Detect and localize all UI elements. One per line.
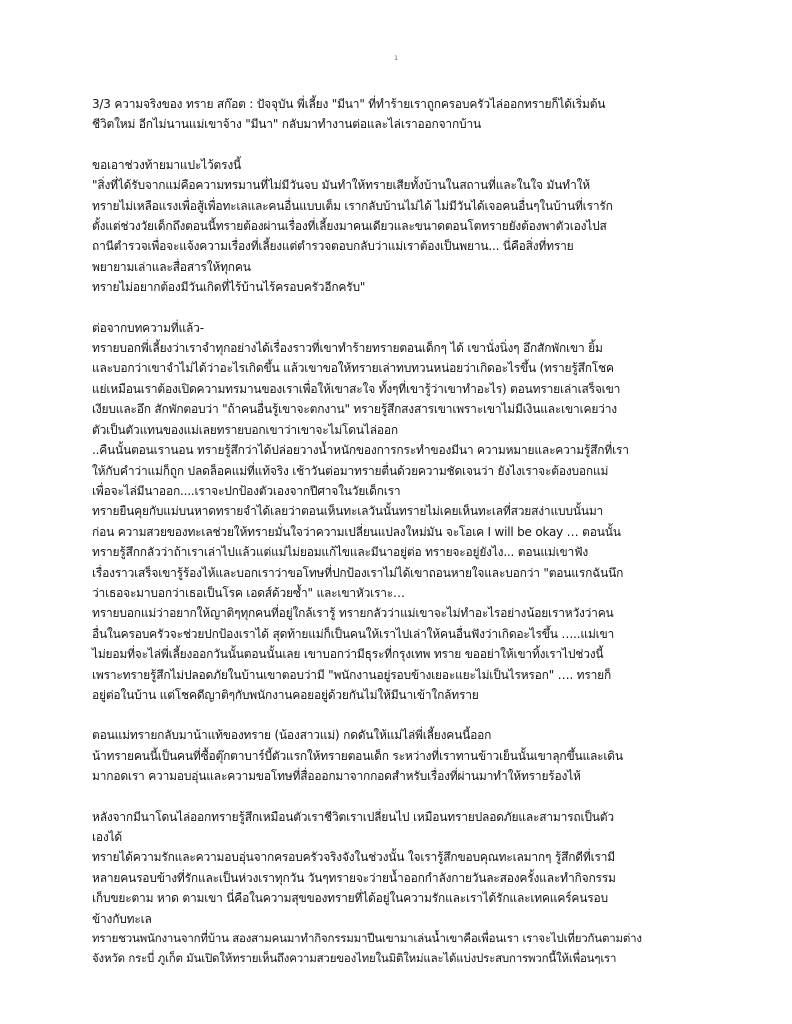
intro-title <box>92 94 704 135</box>
love-line: เก็บขยะตาม หาด ตามเขา นี่คือในความสุขของทรายที่ได้อยู่ในความรักและเราได้รักและเทคแคร์คนรอบ <box>92 891 608 906</box>
quote-line: ทรายไม่อยากต้องมีวันเกิดที่ไร้บ้านไร้ครอบครัวอีกครับ" <box>92 280 366 295</box>
story-line: ไม่ยอมที่จะไล่พี่เลี้ยงออกวันนั้นตอนนั้นเลย เขาบอกว่ามีธุระที่กรุงเทพ ทราย ขออย่าให้เขาทิ้งเราไปช่วงนี้ <box>92 647 604 662</box>
final-section <box>92 929 704 968</box>
quote-line: ถานีตำรวจเพื่อจะแจ้งความเรื่องที่เลี้ยงแต่ตำรวจตอบกลับว่าแม่เราต้องเป็นพยาน... นี่คือสิ่งที่ทราย <box>92 239 574 254</box>
quote-line: ทรายไม่เหลือแรงเพื่อสู้เพื่อทะเลและคนอื่นแบบเต็ม เรากลับบ้านไม่ได้ ไม่มีวันได้เจอคนอื่นๆในบ้านที่เรารัก <box>92 198 613 213</box>
story-line: ..คืนนั้นตอนเรานอน ทรายรู้สึกว่าได้ปล่อยวางน้ำหนักของการกระทำของมีนา ความหมายและความรู้สึกที่เรา <box>92 443 629 458</box>
story-line: ทรายรู้สึกกลัวว่าถ้าเราเล่าไปแล้วแต่แม่ไม่ยอมแก้ไขและมีนาอยู่ต่อ ทรายจะอยู่ยังไง... ตอนแม่เขาฟัง <box>92 545 589 560</box>
aunt-line: มากอดเรา ความอบอุ่นและความขอโทษที่สื่อออกมาจากกอดสำหรับเรื่องที่ผ่านมาทำให้ทรายร้องไห้ <box>92 769 581 784</box>
story-line: ตัวเป็นตัวแทนของแม่เลยทรายบอกเขาว่าเขาจะไม่โดนไล่ออก <box>92 422 398 437</box>
story-line: ก่อน ความสวยของทะเลช่วยให้ทรายมั่นใจว่าความเปลี่ยนแปลงใหม่มัน จะโอเค I will be okay … ตอนนั้น <box>92 524 621 539</box>
story-line: เรื่องราวเสร็จเขารู้ร้องไห้และบอกเราว่าขอโทษที่ปกป้องเราไม่ได้เขาถอนหายใจและบอกว่า "ตอนแรกฉันนึก <box>92 565 624 580</box>
story-line: ให้กับคำว่าแม่ก็ถูก ปลดล็อคแม่ที่แท้จริง เช้าวันต่อมาทรายตื่นด้วยความชัดเจนว่า ยังไงเราจะต้องบอกแม่ <box>92 463 609 478</box>
page-number: 1 <box>394 55 398 62</box>
story-line: เพื่อจะไล่มีนาออก....เราจะปกป้องตัวเองจากปีศาจในวัยเด็กเรา <box>92 483 401 498</box>
intro-title-line: 3/3 ความจริงของ ทราย สก๊อต : ปัจจุบัน พี่เลี้ยง "มีนา" ที่ทำร้ายเราถูกครอบครัวไล่ออกทรายก็ได้เริ่มต้น <box>92 97 606 111</box>
ending-heading: ขอเอาช่วงท้ายมาแปะไว้ตรงนี้ <box>92 157 241 172</box>
love-line: ข้างกับทะเล <box>92 911 152 926</box>
quote-line: ตั้งแต่ช่วงวัยเด็กถึงตอนนี้ทรายต้องผ่านเรื่องที่เลี้ยงมาคนเดียวและขนาดตอนโตทรายยังต้องพาตัวเองไปส <box>92 219 607 234</box>
aunt-section <box>92 725 704 786</box>
story-line: ทรายบอกพี่เลี้ยงว่าเราจำทุกอย่างได้เรื่องราวที่เขาทำร้ายทรายตอนเด็กๆ ได้ เขานั่งนิ่งๆ อึกสักพักเขา ยิ้ม <box>92 341 603 356</box>
final-line: ทรายชวนพนักงานจากที่บ้าน สองสามคนมาทำกิจกรรมมาปีนเขามาเล่นน้ำเขาคือเพื่อนเรา เราจะไปเที่ยวกันตามต่าง <box>92 931 642 946</box>
intro-title-line: ชีวิตใหม่ อีกไม่นานแม่เขาจ้าง "มีนา" กลับมาทำงานต่อและไล่เราออกจากบ้าน <box>92 117 481 132</box>
story-section <box>92 318 704 706</box>
story-line: เพราะทรายรู้สึกไม่ปลอดภัยในบ้านเขาตอบว่ามี "พนักงานอยู่รอบข้างเยอะแยะไม่เป็นไรหรอก" …. ทรายก็ <box>92 667 612 682</box>
story-line: อยู่ต่อในบ้าน แต่โชคดีญาติๆกับพนักงานคอยอยู่ด้วยกันไม่ให้มีนาเข้าใกล้ทราย <box>92 687 479 702</box>
ending-section <box>92 155 704 298</box>
story-line: ทรายยืนคุยกับแม่บนหาดทรายจำได้เลยว่าตอนเห็นทะเลวันนั้นทรายไม่เคยเห็นทะเลที่สวยสง่าแบบนั้นมา <box>92 504 604 519</box>
quote-line: "สิ่งที่ได้รับจากแม่คือความทรมานที่ไม่มีวันจบ มันทำให้ทรายเสียทั้งบ้านในสถานที่และในใจ มันทำให้ <box>92 178 590 193</box>
story-line: แย่เหมือนเราต้องเปิดความทรมานของเราเพื่อให้เขาสะใจ ทั้งๆที่เขารู้ว่าเขาทำอะไร) ตอนทรายเล่าเสร็จเขา <box>92 381 621 396</box>
story-line: ทรายบอกแม่ว่าอยากให้ญาติๆทุกคนที่อยู่ใกล้เรารู้ ทรายกลัวว่าแม่เขาจะไม่ทำอะไรอย่างน้อยเราหวังว่าคน <box>92 606 614 621</box>
after-section <box>92 807 704 929</box>
story-line: และบอกว่าเขาจำไม่ได้ว่าอะไรเกิดขึ้น แล้วเขาขอให้ทรายเล่าทบทวนหน่อยว่าเกิดอะไรขึ้น (ทรายรู้สึกโชค <box>92 361 614 376</box>
mother-heading: ตอนแม่ทรายกลับมาน้าแท้ของทราย (น้องสาวแม่) กดดันให้แม่ไล่พี่เลี้ยงคนนี้ออก <box>92 728 492 743</box>
after-line: เองได้ <box>92 830 122 844</box>
final-line: จังหวัด กระบี่ ภูเก็ต มันเปิดให้ทรายเห็นถึงความสวยของไทยในมิติใหม่และได้แบ่งประสบการพวกนี้ให้เพื่อนๆเรา <box>92 950 617 965</box>
document-body <box>92 94 704 968</box>
after-line: หลังจากมีนาโดนไล่ออกทรายรู้สึกเหมือนตัวเราชีวิตเราเปลี่ยนไป เหมือนทรายปลอดภัยและสามารถเป็นตัว <box>92 809 614 824</box>
aunt-line: น้าทรายคนนี้เป็นคนที่ซื้อตุ๊กตาบาร์บี้ตัวแรกให้ทรายตอนเด็ก ระหว่างที่เราทานข้าวเย็นนั้นเขาลุกขึ้นและเดิน <box>92 748 623 763</box>
story-line: ว่าเธอจะมาบอกว่าเธอเป็นโรค เอดส์ด้วยซ้ำ" และเขาหัวเราะ… <box>92 585 405 600</box>
love-line: หลายคนรอบข้างที่รักและเป็นห่วงเราทุกวัน วันๆทรายจะว่ายน้ำออกกำลังกายวันละสองครั้งและทำกิจกรรม <box>92 870 616 885</box>
story-line: อื่นในครอบครัวจะช่วยปกป้องเราได้ สุดท้ายแม่ก็เป็นคนให้เราไปเล่าให้คนอื่นฟังว่าเกิดอะไรขึ้น …..แม่เขา <box>92 626 615 641</box>
continued-heading: ต่อจากบทความที่แล้ว- <box>92 320 204 335</box>
quote-line: พยายามเล่าและสื่อสารให้ทุกคน <box>92 259 251 274</box>
love-line: ทรายได้ความรักและความอบอุ่นจากครอบครัวจริงจังในช่วงนั้น ใจเรารู้สึกขอบคุณทะเลมากๆ รู้สึกดีที่เรามี <box>92 850 615 865</box>
story-line: เงียบและอึก สักพักตอบว่า "ถ้าคนอื่นรู้เขาจะตกงาน" ทรายรู้สึกสงสารเขาเพราะเขาไม่มีเงินและเขาเคยว่าง <box>92 402 617 417</box>
